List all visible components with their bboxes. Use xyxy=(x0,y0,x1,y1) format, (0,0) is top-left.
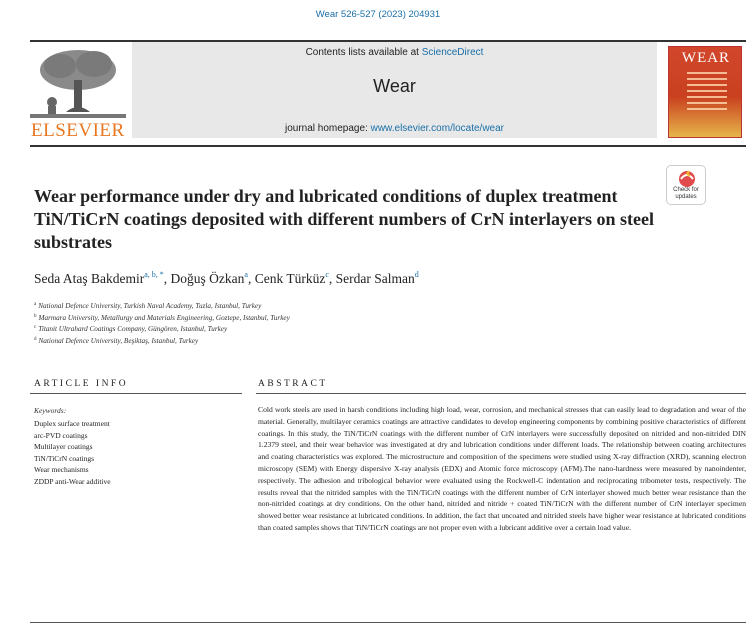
keyword-item: Wear mechanisms xyxy=(34,465,89,474)
affiliation-text: National Defence University, Turkish Naval Academy, Tuzla, Istanbul, Turkey xyxy=(38,302,262,310)
elsevier-tree-logo[interactable] xyxy=(30,46,126,118)
check-updates-line1: Check for xyxy=(673,187,699,193)
affiliation-item xyxy=(34,312,634,324)
affiliation-item xyxy=(34,335,634,347)
keyword-list xyxy=(34,418,244,487)
journal-title: Wear xyxy=(373,76,416,96)
affiliation-mark: d xyxy=(34,336,37,342)
keywords-label: Keywords: xyxy=(34,406,67,415)
author-list: Seda Ataş Bakdemir$^{a, b, *}$, Doğuş Özkan$^a$, Cenk Türküz$^c$, Serdar Salman$^d$ xyxy=(34,270,419,286)
affiliation-text: Titanit Ultrahard Coatings Company, Güngören, Istanbul, Turkey xyxy=(38,325,228,333)
author-affiliation-marks[interactable]: d xyxy=(414,270,419,279)
journal-homepage-link[interactable]: www.elsevier.com/locate/wear xyxy=(370,123,504,134)
abstract-text: Cold work steels are used in harsh conditions including high load, wear, corrosion, and mechanical stresses that can easily lead to degradation and wear of the material. Generally, multilayer ceramics coatings are attractive candidates to develop engineering components by combining positive characteristics of different coatings. In this study, the TiN/TiCrN coatings with the different number of CrN interlayers were successfully deposited on nitrided and non-nitrided DIN 1.2379 steel, and their wear behavior was investigated at dry and lubrication conditions under different loads. The relationship between coating architectures and coating characteristics was explored. The microstructure and composition of the specimens were studied using X-ray diffraction (XRD), scanning electron microscopy (SEM) with Energy dispersive X-ray analysis (EDX) and Atomic force microscopy (AFM).The nano-hardness were measured by nanoindenter, respectively. The adhesion and tribological behavior were evaluated using the Rockwell-C indentation and reciprocating tribometer tests, respectively. The results reveal that the nitrided samples with the TiN/TiCrN coatings with the different number of CrN interlayer showed much better wear resistance than the non-nitrided coatings at dry conditions. On the other hand, nitrided and nitride + coated TiN/TiCrN with the different number of CrN interlayer specimen showed better wear resistance at lubricated conditions. In addition, the fact that uncoated and nitrided steels have higher wear resistance at lubricated conditions than coated samples shows that TiN/TiCrN coatings are not proper even with a lubricant additive over a certain load value. xyxy=(258,405,746,532)
affiliation-list xyxy=(34,300,634,346)
keyword-item: Duplex surface treatment xyxy=(34,419,110,428)
author-name[interactable]: Serdar Salman xyxy=(335,271,415,286)
affiliation-mark: b xyxy=(34,313,37,319)
sciencedirect-link[interactable]: ScienceDirect xyxy=(421,47,484,58)
affiliation-text: National Defence University, Beşiktaş, Istanbul, Turkey xyxy=(38,336,199,345)
keyword-item: Multilayer coatings xyxy=(34,442,93,451)
affiliation-item xyxy=(34,323,634,335)
header-bottom-rule xyxy=(30,145,746,147)
check-updates-line2: updates xyxy=(675,194,697,200)
author-affiliation-marks[interactable]: a xyxy=(244,270,248,279)
abstract-heading: ABSTRACT xyxy=(258,379,328,389)
affiliation-text: Marmara University, Metallurgy and Materials Engineering, Goztepe, Istanbul, Turkey xyxy=(38,313,290,322)
journal-cover-thumbnail[interactable] xyxy=(668,46,742,138)
journal-citation-link[interactable]: Wear 526-527 (2023) 204931 xyxy=(315,9,441,20)
article-info-heading: ARTICLE INFO xyxy=(34,379,129,389)
homepage-prefix: journal homepage: xyxy=(284,123,371,134)
author-affiliation-marks[interactable]: a, b, * xyxy=(144,270,164,279)
contents-available-line xyxy=(132,47,657,58)
article-title: Wear performance under dry and lubricated conditions of duplex treatment TiN/TiCrN coatings deposited with different numbers of CrN interlayers on steel substrates xyxy=(34,186,654,252)
author-name[interactable]: Doğuş Özkan xyxy=(170,271,245,286)
section-bottom-rule xyxy=(30,622,746,623)
keyword-item: ZDDP anti-Wear additive xyxy=(34,476,111,486)
keyword-item: TiN/TiCrN coatings xyxy=(34,453,95,463)
contents-prefix: Contents lists available at xyxy=(305,47,422,58)
abstract-rule xyxy=(256,393,746,394)
keyword-item: arc-PVD coatings xyxy=(34,430,88,440)
affiliation-item xyxy=(34,300,634,312)
article-info-rule xyxy=(30,393,242,394)
cover-title: WEAR xyxy=(681,50,731,66)
affiliation-mark: c xyxy=(34,325,37,330)
journal-homepage-line xyxy=(132,123,657,134)
cover-text-lines xyxy=(687,72,727,114)
author-name[interactable]: Seda Ataş Bakdemir xyxy=(34,271,145,286)
affiliation-mark: a xyxy=(34,302,37,307)
elsevier-wordmark: ELSEVIER xyxy=(31,120,125,141)
check-updates-label xyxy=(666,187,706,201)
author-name[interactable]: Cenk Türküz xyxy=(254,271,326,286)
author-affiliation-marks[interactable]: c xyxy=(325,270,329,279)
